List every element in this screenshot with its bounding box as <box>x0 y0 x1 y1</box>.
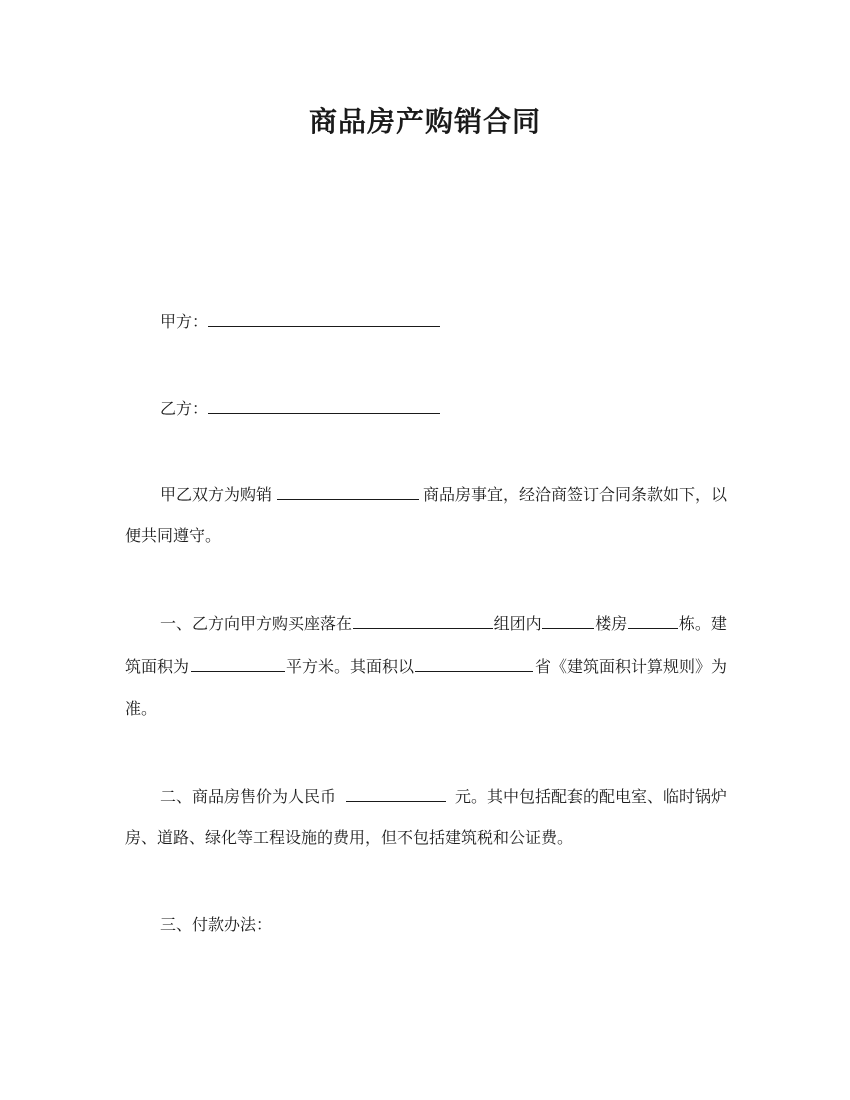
party-b-label: 乙方： <box>160 399 209 418</box>
party-b-blank[interactable] <box>208 396 440 414</box>
clause2-line-2: 房、道路、绿化等工程设施的费用，但不包括建筑税和公证费。 <box>125 828 574 847</box>
intro-property-blank[interactable] <box>277 482 419 500</box>
clause1-building-blank[interactable] <box>542 611 594 629</box>
party-a-label: 甲方： <box>160 312 209 331</box>
clause1-units-blank[interactable] <box>628 611 678 629</box>
intro-line-2: 便共同遵守。 <box>125 526 222 545</box>
party-b-line <box>160 396 727 421</box>
clause1-text-c: 楼房 <box>595 614 628 633</box>
clause1-area-blank[interactable] <box>191 654 285 672</box>
party-a-line <box>160 309 727 334</box>
clause2-text-b: 元。其中包括配套的配电室、临时锅炉 <box>454 787 727 806</box>
party-a-blank[interactable] <box>208 309 440 327</box>
clause1-text-a: 一、乙方向甲方购买座落在 <box>160 614 353 633</box>
document-title: 商品房产购销合同 <box>308 105 541 138</box>
clause2-price-blank[interactable] <box>346 784 446 802</box>
clause1-line-3: 准。 <box>125 699 158 718</box>
clause1-line-1 <box>160 611 727 636</box>
clause1-province-blank[interactable] <box>415 654 533 672</box>
clause1-location-blank[interactable] <box>353 611 493 629</box>
intro-middle: 商品房事宜，经洽商签订合同条款如下，以 <box>422 485 727 504</box>
intro-prefix: 甲乙双方为购销 <box>160 485 273 504</box>
clause3-line-1: 三、付款办法： <box>160 915 273 934</box>
clause2-text-a: 二、商品房售价为人民币 <box>160 787 337 806</box>
clause1-line-2 <box>125 654 727 679</box>
clause1-text-f: 平方米。其面积以 <box>285 657 414 676</box>
clause1-text-g: 省《建筑面积计算规则》为 <box>534 657 727 676</box>
clause1-text-b: 组团内 <box>493 614 542 633</box>
clause1-text-d: 栋。建 <box>678 614 727 633</box>
intro-line-1 <box>160 482 727 507</box>
clause1-text-e: 筑面积为 <box>125 657 190 676</box>
clause2-line-1 <box>160 784 727 809</box>
